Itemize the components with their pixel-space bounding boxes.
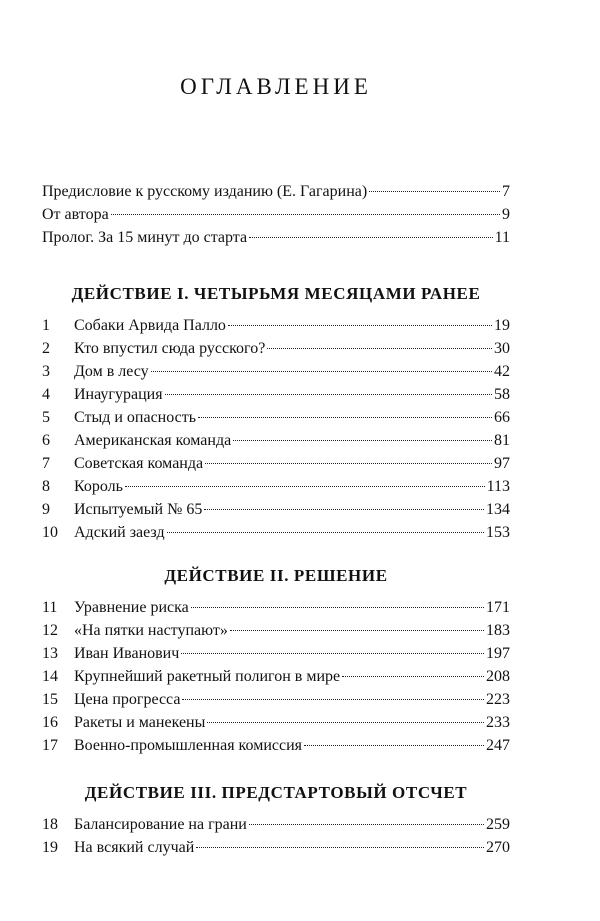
chapter-entry[interactable]	[42, 836, 510, 859]
page-number: 7	[502, 183, 510, 200]
chapter-number: 12	[42, 622, 58, 639]
section-heading: ДЕЙСТВИЕ I. ЧЕТЫРЬМЯ МЕСЯЦАМИ РАНЕЕ	[71, 284, 481, 303]
chapter-number: 14	[42, 668, 58, 685]
toc-entry[interactable]	[42, 226, 510, 249]
page-number: 11	[494, 229, 510, 246]
dot-leader	[342, 676, 484, 677]
front-matter	[42, 180, 510, 249]
page-number: 270	[486, 839, 510, 856]
chapter-title: Балансирование на грани	[74, 816, 247, 833]
entry-label: Предисловие к русскому изданию (Е. Гагарина)	[42, 183, 368, 200]
dot-leader	[181, 653, 484, 654]
dot-leader	[191, 607, 484, 608]
chapter-number: 11	[42, 599, 58, 616]
chapter-title: На всякий случай	[74, 839, 195, 856]
chapter-number: 10	[42, 524, 58, 541]
section-act-1	[42, 282, 510, 544]
chapter-title: «На пятки наступают»	[74, 622, 228, 639]
page-number: 58	[494, 386, 510, 403]
chapter-number: 6	[42, 432, 50, 449]
chapter-title: Уравнение риска	[74, 599, 189, 616]
page-number: 113	[486, 478, 510, 495]
chapter-entry[interactable]	[42, 813, 510, 836]
chapter-entry[interactable]	[42, 596, 510, 619]
chapter-title: Крупнейший ракетный полигон в мире	[74, 668, 341, 685]
page-number: 66	[494, 409, 510, 426]
page-number: 30	[494, 340, 510, 357]
dot-leader	[230, 630, 484, 631]
section-heading: ДЕЙСТВИЕ III. ПРЕДСТАРТОВЫЙ ОТСЧЕТ	[84, 783, 468, 802]
chapter-entry[interactable]	[42, 337, 510, 360]
chapter-title: Военно-промышленная комиссия	[74, 737, 303, 754]
page-number: 183	[486, 622, 510, 639]
chapter-entry[interactable]	[42, 498, 510, 521]
dot-leader	[267, 348, 492, 349]
dot-leader	[204, 509, 484, 510]
chapter-number: 2	[42, 340, 50, 357]
toc-entry[interactable]	[42, 180, 510, 203]
section-heading: ДЕЙСТВИЕ II. РЕШЕНИЕ	[164, 566, 388, 585]
chapter-number: 8	[42, 478, 50, 495]
chapter-number: 7	[42, 455, 50, 472]
page-number: 97	[494, 455, 510, 472]
page-number: 19	[494, 317, 510, 334]
page-number: 233	[486, 714, 510, 731]
chapter-entry[interactable]	[42, 711, 510, 734]
dot-leader	[207, 722, 484, 723]
chapter-title: Цена прогресса	[74, 691, 181, 708]
page-number: 197	[486, 645, 510, 662]
dot-leader	[233, 440, 492, 441]
chapter-title: Ракеты и манекены	[74, 714, 206, 731]
chapter-title: Советская команда	[74, 455, 204, 472]
chapter-entry[interactable]	[42, 314, 510, 337]
chapter-title: Король	[74, 478, 123, 495]
dot-leader	[182, 699, 484, 700]
page-number: 247	[486, 737, 510, 754]
chapter-entry[interactable]	[42, 734, 510, 757]
entry-label: Пролог. За 15 минут до старта	[42, 229, 248, 246]
chapter-title: Адский заезд	[74, 524, 165, 541]
chapter-number: 4	[42, 386, 50, 403]
dot-leader	[167, 532, 484, 533]
entry-label: От автора	[42, 206, 109, 223]
chapter-entry[interactable]	[42, 360, 510, 383]
dot-leader	[205, 463, 492, 464]
page-number: 223	[486, 691, 510, 708]
toc-entry[interactable]	[42, 203, 510, 226]
chapter-number: 13	[42, 645, 58, 662]
chapter-title: Испытуемый № 65	[74, 501, 203, 518]
chapter-title: Стыд и опасность	[74, 409, 197, 426]
chapter-entry[interactable]	[42, 521, 510, 544]
page-number: 208	[486, 668, 510, 685]
chapter-number: 19	[42, 839, 58, 856]
chapter-title: Собаки Арвида Палло	[74, 317, 226, 334]
page-number: 134	[486, 501, 510, 518]
dot-leader	[196, 847, 484, 848]
page-number: 259	[486, 816, 510, 833]
chapter-number: 9	[42, 501, 50, 518]
page-number: 9	[502, 206, 510, 223]
chapter-entry[interactable]	[42, 452, 510, 475]
chapter-number: 5	[42, 409, 50, 426]
dot-leader	[111, 214, 500, 215]
chapter-entry[interactable]	[42, 688, 510, 711]
dot-leader	[228, 325, 492, 326]
dot-leader	[198, 417, 492, 418]
chapter-title: Дом в лесу	[74, 363, 149, 380]
dot-leader	[369, 191, 500, 192]
dot-leader	[165, 394, 492, 395]
chapter-entry[interactable]	[42, 383, 510, 406]
chapter-number: 18	[42, 816, 58, 833]
dot-leader	[151, 371, 492, 372]
dot-leader	[249, 824, 484, 825]
section-act-2	[42, 564, 510, 757]
dot-leader	[304, 745, 484, 746]
chapter-entry[interactable]	[42, 642, 510, 665]
chapter-title: Иван Иванович	[74, 645, 180, 662]
chapter-number: 17	[42, 737, 58, 754]
chapter-title: Инаугурация	[74, 386, 163, 403]
page-number: 171	[486, 599, 510, 616]
chapter-entry[interactable]	[42, 429, 510, 452]
section-act-3	[42, 781, 510, 859]
page-title: ОГЛАВЛЕНИЕ	[180, 74, 372, 99]
page-number: 42	[494, 363, 510, 380]
chapter-entry[interactable]	[42, 665, 510, 688]
dot-leader	[249, 237, 493, 238]
page-number: 153	[486, 524, 510, 541]
chapter-number: 16	[42, 714, 58, 731]
dot-leader	[125, 486, 485, 487]
chapter-number: 3	[42, 363, 50, 380]
chapter-title: Кто впустил сюда русского?	[74, 340, 266, 357]
chapter-number: 15	[42, 691, 58, 708]
chapter-entry[interactable]	[42, 475, 510, 498]
chapter-number: 1	[42, 317, 50, 334]
chapter-entry[interactable]	[42, 619, 510, 642]
chapter-title: Американская команда	[74, 432, 232, 449]
page-number: 81	[494, 432, 510, 449]
chapter-entry[interactable]	[42, 406, 510, 429]
